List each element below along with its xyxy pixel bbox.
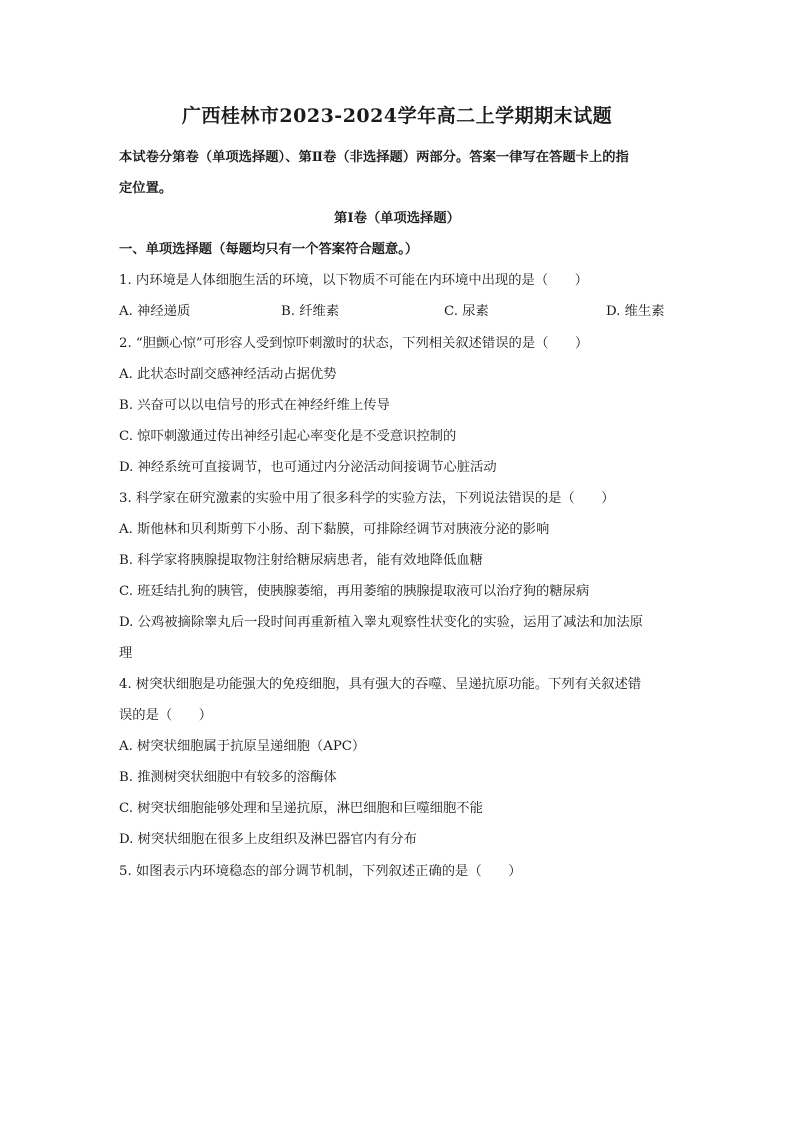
question-3-stem: 3. 科学家在研究激素的实验中用了很多科学的实验方法，下列说法错误的是（ ） — [119, 491, 615, 506]
question-3-option-b: B. 科学家将胰腺提取物注射给糖尿病患者，能有效地降低血糖 — [119, 553, 483, 568]
question-2-option-c: C. 惊吓刺激通过传出神经引起心率变化是不受意识控制的 — [119, 429, 457, 444]
question-4-option-c: C. 树突状细胞能够处理和呈递抗原，淋巴细胞和巨噬细胞不能 — [119, 801, 483, 816]
question-2-option-d: D. 神经系统可直接调节，也可通过内分泌活动间接调节心脏活动 — [119, 460, 497, 475]
intro-line-2: 定位置。 — [119, 181, 173, 196]
question-3-option-a: A. 斯他林和贝利斯剪下小肠、刮下黏膜，可排除经调节对胰液分泌的影响 — [119, 522, 550, 537]
question-4-stem-line-2: 误的是（ ） — [119, 708, 213, 723]
question-2-option-b: B. 兴奋可以以电信号的形式在神经纤维上传导 — [119, 398, 390, 413]
option-d: D. 维生素 — [606, 304, 665, 319]
question-1-stem: 1. 内环境是人体细胞生活的环境，以下物质不可能在内环境中出现的是（ ） — [119, 273, 589, 288]
option-c: C. 尿素 — [444, 304, 489, 319]
option-a: A. 神经递质 — [119, 304, 191, 319]
exam-title: 广西桂林市2023-2024学年高二上学期期末试题 — [181, 105, 613, 127]
question-4-stem-line-1: 4. 树突状细胞是功能强大的免疫细胞，具有强大的吞噬、呈递抗原功能。下列有关叙述错 — [119, 677, 642, 692]
question-4-option-a: A. 树突状细胞属于抗原呈递细胞（APC） — [119, 739, 366, 754]
question-3-option-d-continued: 理 — [119, 646, 133, 661]
question-2-option-a: A. 此状态时副交感神经活动占据优势 — [119, 367, 337, 382]
intro-line-1: 本试卷分第卷（单项选择题）、第Ⅱ卷（非选择题）两部分。答案一律写在答题卡上的指 — [119, 150, 629, 165]
option-b: B. 纤维素 — [281, 304, 340, 319]
part1-title: 第Ⅰ卷（单项选择题） — [334, 211, 460, 226]
section1-title: 一、单项选择题（每题均只有一个答案符合题意。） — [119, 242, 419, 257]
question-2-stem: 2. “胆颤心惊”可形容人受到惊吓刺激时的状态，下列相关叙述错误的是（ ） — [119, 336, 589, 351]
question-3-option-d: D. 公鸡被摘除睾丸后一段时间再重新植入睾丸观察性状变化的实验，运用了减法和加法原 — [119, 615, 643, 630]
question-5-stem: 5. 如图表示内环境稳态的部分调节机制，下列叙述正确的是（ ） — [119, 864, 522, 879]
question-4-option-b: B. 推测树突状细胞中有较多的溶酶体 — [119, 770, 337, 785]
question-4-option-d: D. 树突状细胞在很多上皮组织及淋巴器官内有分布 — [119, 832, 417, 847]
question-3-option-c: C. 班廷结扎狗的胰管，使胰腺萎缩，再用萎缩的胰腺提取液可以治疗狗的糖尿病 — [119, 584, 590, 599]
